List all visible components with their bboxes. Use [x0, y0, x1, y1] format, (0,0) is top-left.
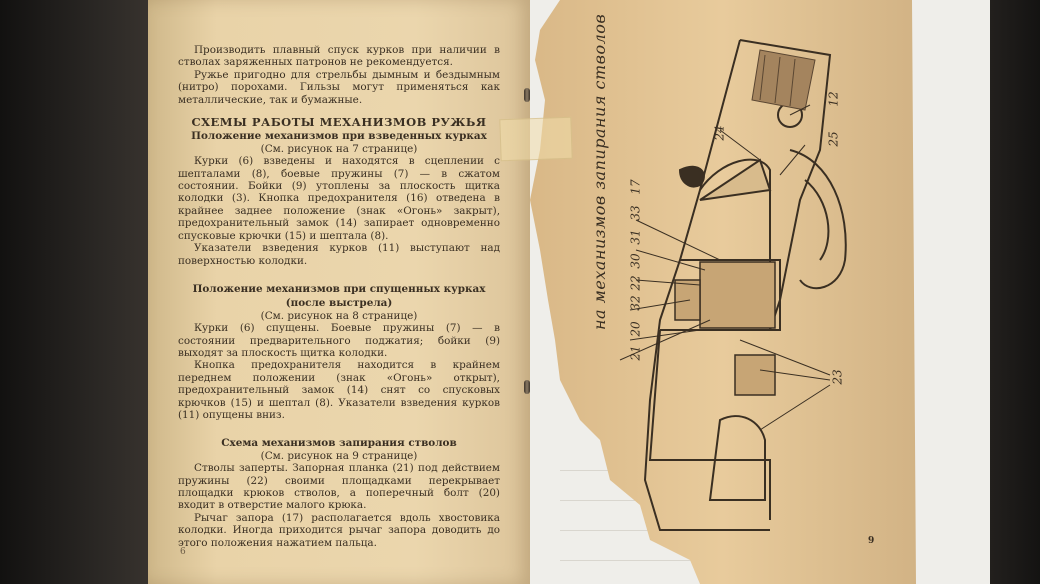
figure-caption: на механизмов запирания стволов: [590, 13, 609, 330]
paragraph: Стволы заперты. Запорная планка (21) под действием пружины (22) своими площадками перекрывает площадки крюков стволов, а поперечный болт (20) входит в отверстие малого крюка.: [178, 462, 500, 512]
part-label: 32: [628, 295, 643, 311]
section-subtitle: (после выстрела): [285, 297, 393, 310]
part-label: 25: [826, 131, 841, 147]
page-number-right: 9: [868, 536, 875, 546]
figure-reference: (См. рисунок на 9 странице): [260, 449, 418, 462]
staple-bottom: [524, 380, 530, 394]
part-label: 23: [830, 369, 845, 385]
section-title: Положение механизмов при взведенных курках: [191, 130, 487, 143]
part-label: 24: [712, 125, 727, 141]
page-number-left: 6: [180, 547, 186, 557]
part-label: 21: [628, 345, 643, 361]
part-label: 31: [628, 229, 643, 245]
adhesive-tape: [499, 117, 572, 161]
paragraph: Ружье пригодно для стрельбы дымным и бездымным (нитро) порохами. Гильзы могут применяться как металлические, так и бумажные.: [178, 68, 500, 106]
section-title: Схема механизмов запирания стволов: [221, 437, 457, 450]
paragraph: Курки (6) взведены и находятся в сцеплении с шепталами (8), боевые пружины (7) — в сжатом состоянии. Бойки (9) утоплены за плоскость щитка колодки (3). Кнопка предохранителя (16) отведена в крайнее заднее положение (знак «Огонь» закрыт), предохранительный замок (14) запирает одновременно спусковые крючки (15) и шептала (8).: [178, 155, 500, 242]
paragraph: Указатели взведения курков (11) выступают над поверхностью колодки.: [178, 242, 500, 267]
paragraph: Кнопка предохранителя находится в крайнем переднем положении (знак «Огонь» открыт), предохранительный замок (14) снят со спусковых крючков (15) и шептал (8). Указатели взведения курков (11) опущены вниз.: [178, 359, 500, 421]
staple-top: [524, 88, 530, 102]
paragraph: Производить плавный спуск курков при наличии в стволах заряженных патронов не рекомендуется.: [178, 44, 500, 69]
part-label: 30: [628, 253, 643, 269]
figure-reference: (См. рисунок на 7 странице): [260, 142, 418, 155]
left-page-text: [178, 44, 500, 549]
main-heading: СХЕМЫ РАБОТЫ МЕХАНИЗМОВ РУЖЬЯ: [191, 115, 487, 130]
part-label: 33: [628, 205, 643, 221]
part-label: 17: [628, 179, 643, 195]
part-label: 12: [826, 91, 841, 107]
part-label: 20: [628, 321, 643, 337]
section-title: Положение механизмов при спущенных курках: [192, 282, 486, 295]
part-label: 22: [628, 275, 643, 291]
gun-stock-checkering: [752, 50, 815, 110]
figure-reference: (См. рисунок на 8 странице): [260, 309, 418, 322]
paragraph: Рычаг запора (17) располагается вдоль хвостовика колодки. Иногда приходится рычаг запора доводить до этого положения нажатием пальца.: [178, 511, 500, 549]
paragraph: Курки (6) спущены. Боевые пружины (7) — в состоянии предварительного поджатия; бойки (9) выходят за плоскость щитка колодки.: [178, 322, 500, 359]
